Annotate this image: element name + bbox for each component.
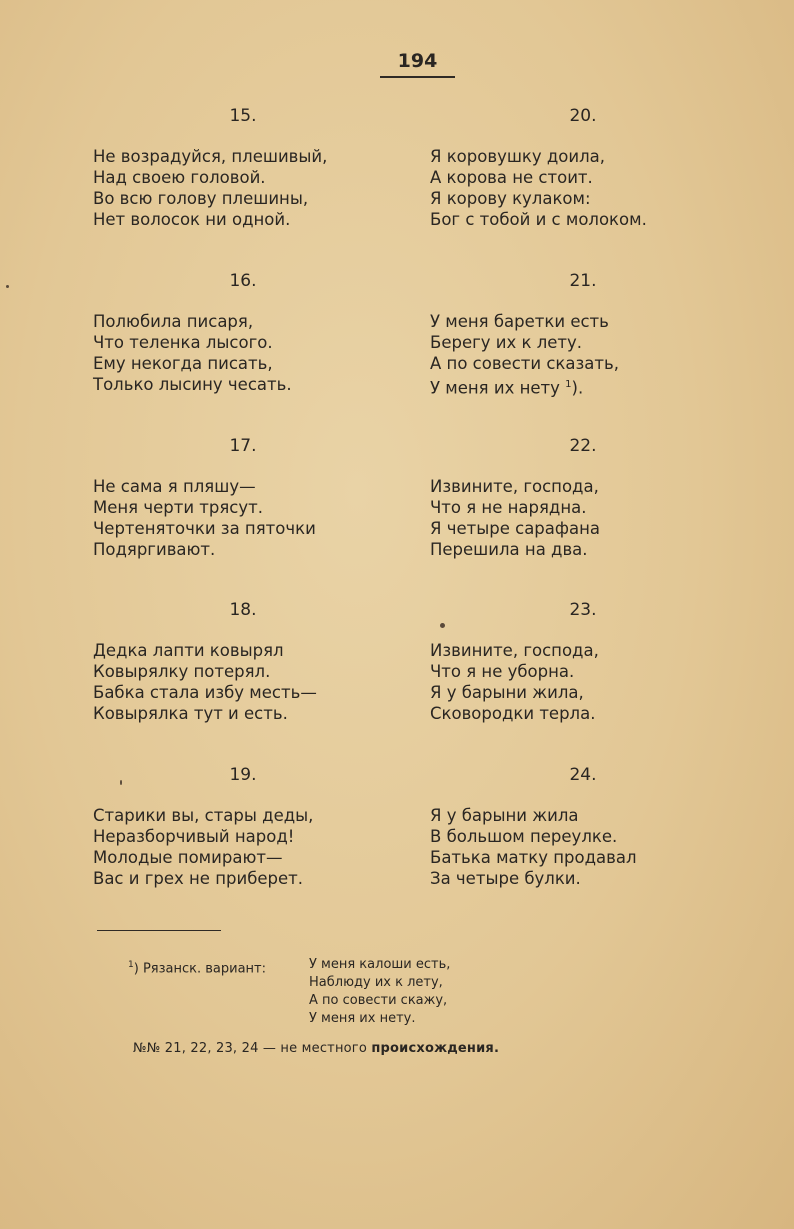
poem-number: 16.	[229, 271, 257, 291]
poem-20	[430, 104, 760, 230]
footnote-label	[128, 956, 266, 978]
poem-number: 24.	[569, 765, 597, 785]
footnote-reference[interactable]: 1	[565, 379, 572, 390]
paper-speck	[120, 780, 122, 785]
origin-note-text: №№ 21, 22, 23, 24 — не местного	[133, 1041, 372, 1056]
poem-line: Молодые помирают—	[93, 848, 283, 867]
poem-line: Что я не нарядна.	[430, 498, 587, 517]
footnote-line: У меня калоши есть,	[309, 957, 451, 972]
poem-text	[93, 640, 423, 724]
poem-line: У меня баретки есть	[430, 312, 609, 331]
poem-line: Не возрадуйся, плешивый,	[93, 147, 328, 166]
poem-15	[93, 104, 423, 230]
poem-number: 19.	[229, 765, 257, 785]
poem-18	[93, 598, 423, 724]
poem-text	[93, 805, 423, 889]
footnote-line: Наблюду их к лету,	[309, 975, 443, 990]
poem-line: Я у барыни жила	[430, 806, 579, 825]
poem-line: Берегу их к лету.	[430, 333, 583, 352]
poem-line: Что теленка лысого.	[93, 333, 273, 352]
poem-line: Бог с тобой и с молоком.	[430, 210, 647, 229]
poem-line: Сковородки терла.	[430, 704, 596, 723]
origin-note-emphasis: происхождения.	[371, 1041, 500, 1056]
poem-line: Я коровушку доила,	[430, 147, 606, 166]
poem-text	[430, 476, 760, 560]
poem-number: 15.	[229, 106, 257, 126]
footnote-line: У меня их нету.	[309, 1011, 416, 1026]
origin-note	[133, 1041, 499, 1056]
poem-19	[93, 763, 423, 889]
poem-line: Ему некогда писать,	[93, 354, 273, 373]
poem-text	[430, 805, 760, 889]
poem-24	[430, 763, 760, 889]
poem-text	[93, 311, 423, 395]
poem-line: Вас и грех не приберет.	[93, 869, 303, 888]
poem-line: Ковырялка тут и есть.	[93, 704, 288, 723]
footnote-divider	[97, 930, 221, 931]
poem-line: Во всю голову плешины,	[93, 189, 309, 208]
poem-line: Неразборчивый народ!	[93, 827, 295, 846]
poem-21	[430, 269, 760, 399]
footnote-variant-text	[309, 956, 450, 1028]
poem-line: Меня черти трясут.	[93, 498, 264, 517]
poem-text	[93, 146, 423, 230]
poem-line: Над своею головой.	[93, 168, 266, 187]
poem-17	[93, 434, 423, 560]
poem-line: Что я не уборна.	[430, 662, 575, 681]
poem-line: Подяргивают.	[93, 540, 216, 559]
poem-line: Чертеняточки за пяточки	[93, 519, 316, 538]
poem-line: Дедка лапти ковырял	[93, 641, 284, 660]
poem-number: 17.	[229, 436, 257, 456]
poem-text	[430, 640, 760, 724]
poem-line-end: ).	[571, 378, 584, 398]
poem-text	[430, 311, 760, 399]
paper-speck	[440, 623, 445, 628]
poem-line: Не сама я пляшу—	[93, 477, 256, 496]
poem-line: Старики вы, стары деды,	[93, 806, 314, 825]
poem-line: Я корову кулаком:	[430, 189, 591, 208]
poem-number: 20.	[569, 106, 597, 126]
footnote-line: А по совести скажу,	[309, 993, 448, 1008]
footnote-marker: 1	[128, 960, 134, 970]
poem-16	[93, 269, 423, 395]
poem-number: 21.	[569, 271, 597, 291]
poem-line: А корова не стоит.	[430, 168, 593, 187]
poem-text	[93, 476, 423, 560]
poem-line: Бабка стала избу месть—	[93, 683, 317, 702]
poem-line: Только лысину чесать.	[93, 375, 292, 394]
poem-line: А по совести сказать,	[430, 354, 619, 373]
poem-text	[430, 146, 760, 230]
poem-line: Батька матку продавал	[430, 848, 637, 867]
poem-number: 23.	[569, 600, 597, 620]
poem-line: За четыре булки.	[430, 869, 581, 888]
paper-speck	[6, 285, 9, 288]
poem-number: 18.	[229, 600, 257, 620]
poem-22	[430, 434, 760, 560]
page-number: 194	[380, 50, 455, 78]
footnote-source: ) Рязанск. вариант:	[133, 961, 266, 977]
poem-line: Перешила на два.	[430, 540, 588, 559]
poem-number: 22.	[569, 436, 597, 456]
poem-line: Извините, господа,	[430, 477, 599, 496]
poem-line: В большом переулке.	[430, 827, 618, 846]
poem-line: Нет волосок ни одной.	[93, 210, 291, 229]
poem-line: Извините, господа,	[430, 641, 599, 660]
poem-line-text: У меня их нету	[430, 378, 560, 398]
poem-line: Я у барыни жила,	[430, 683, 584, 702]
poem-line: Я четыре сарафана	[430, 519, 601, 538]
poem-23	[430, 598, 760, 724]
poem-line: Полюбила писаря,	[93, 312, 254, 331]
poem-line	[430, 374, 760, 399]
poem-line: Ковырялку потерял.	[93, 662, 271, 681]
